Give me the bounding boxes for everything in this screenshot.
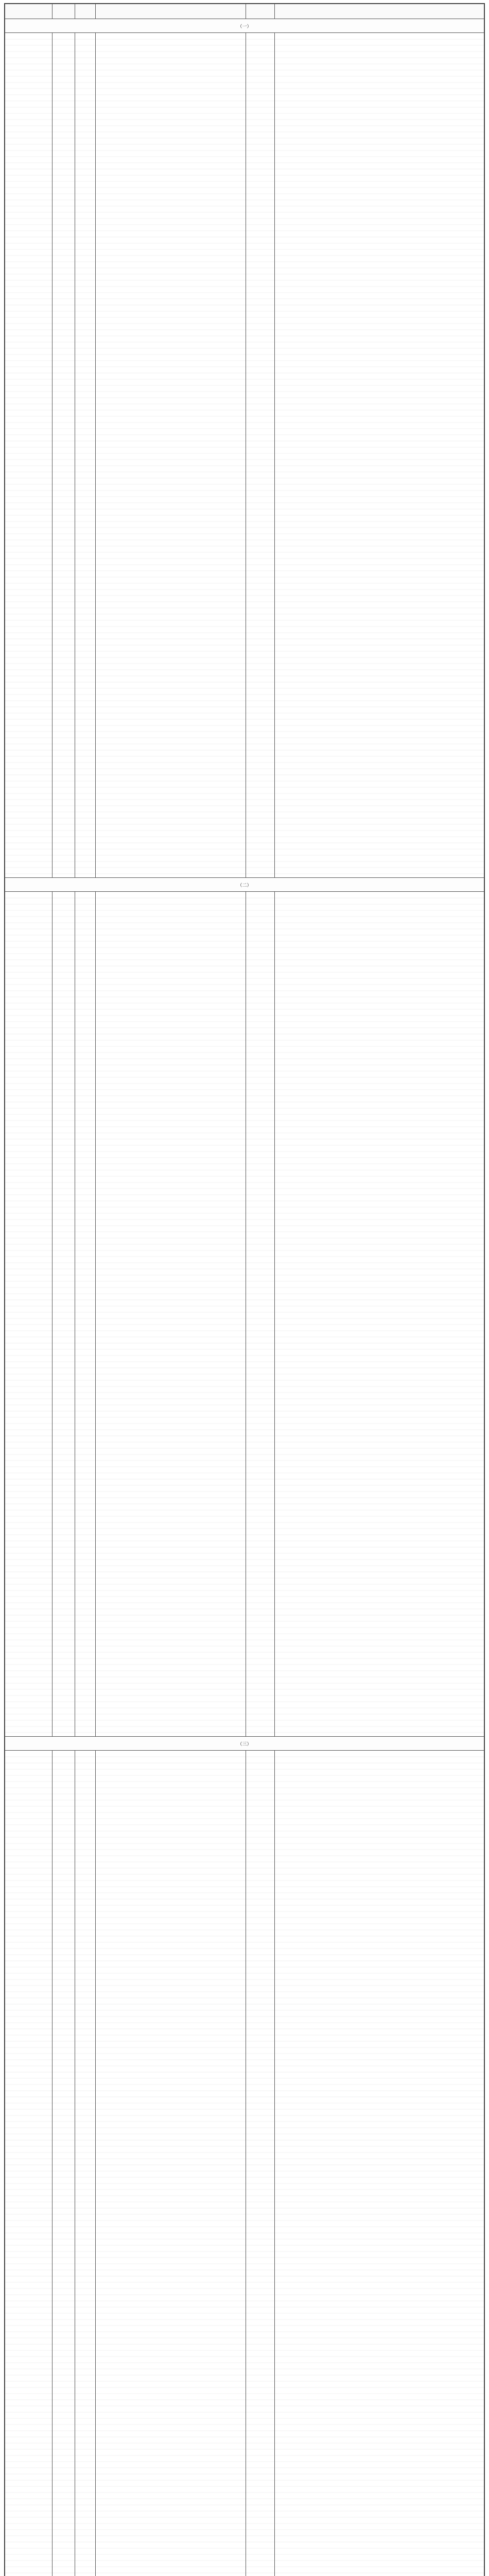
region-cell — [5, 33, 53, 878]
table-body-block — [5, 33, 484, 878]
province-cell — [53, 1751, 75, 2576]
number-cell — [75, 33, 96, 878]
region-cell — [5, 1751, 53, 2576]
header-province — [53, 4, 75, 19]
description-cell — [275, 892, 484, 1737]
area-cell — [246, 892, 275, 1737]
zoning-table — [5, 4, 484, 2576]
section-row — [5, 878, 484, 892]
section-label: （二） — [5, 878, 484, 892]
header-description — [275, 4, 484, 19]
header-region — [5, 4, 53, 19]
description-cell — [275, 33, 484, 878]
number-cell — [75, 1751, 96, 2576]
province-cell — [53, 892, 75, 1737]
county-list-cell — [96, 892, 246, 1737]
number-cell — [75, 892, 96, 1737]
section-row — [5, 1737, 484, 1751]
section-label: （一） — [5, 19, 484, 33]
description-cell — [275, 1751, 484, 2576]
header-county-list — [96, 4, 246, 19]
county-list-cell — [96, 33, 246, 878]
area-cell — [246, 33, 275, 878]
section-label: （三） — [5, 1737, 484, 1751]
table-body-block — [5, 892, 484, 1737]
county-list-cell — [96, 1751, 246, 2576]
province-cell — [53, 33, 75, 878]
table-body-block — [5, 1751, 484, 2576]
table-header-row — [5, 4, 484, 19]
header-number — [75, 4, 96, 19]
section-row — [5, 19, 484, 33]
header-area — [246, 4, 275, 19]
area-cell — [246, 1751, 275, 2576]
region-cell — [5, 892, 53, 1737]
document-page — [4, 3, 485, 2576]
